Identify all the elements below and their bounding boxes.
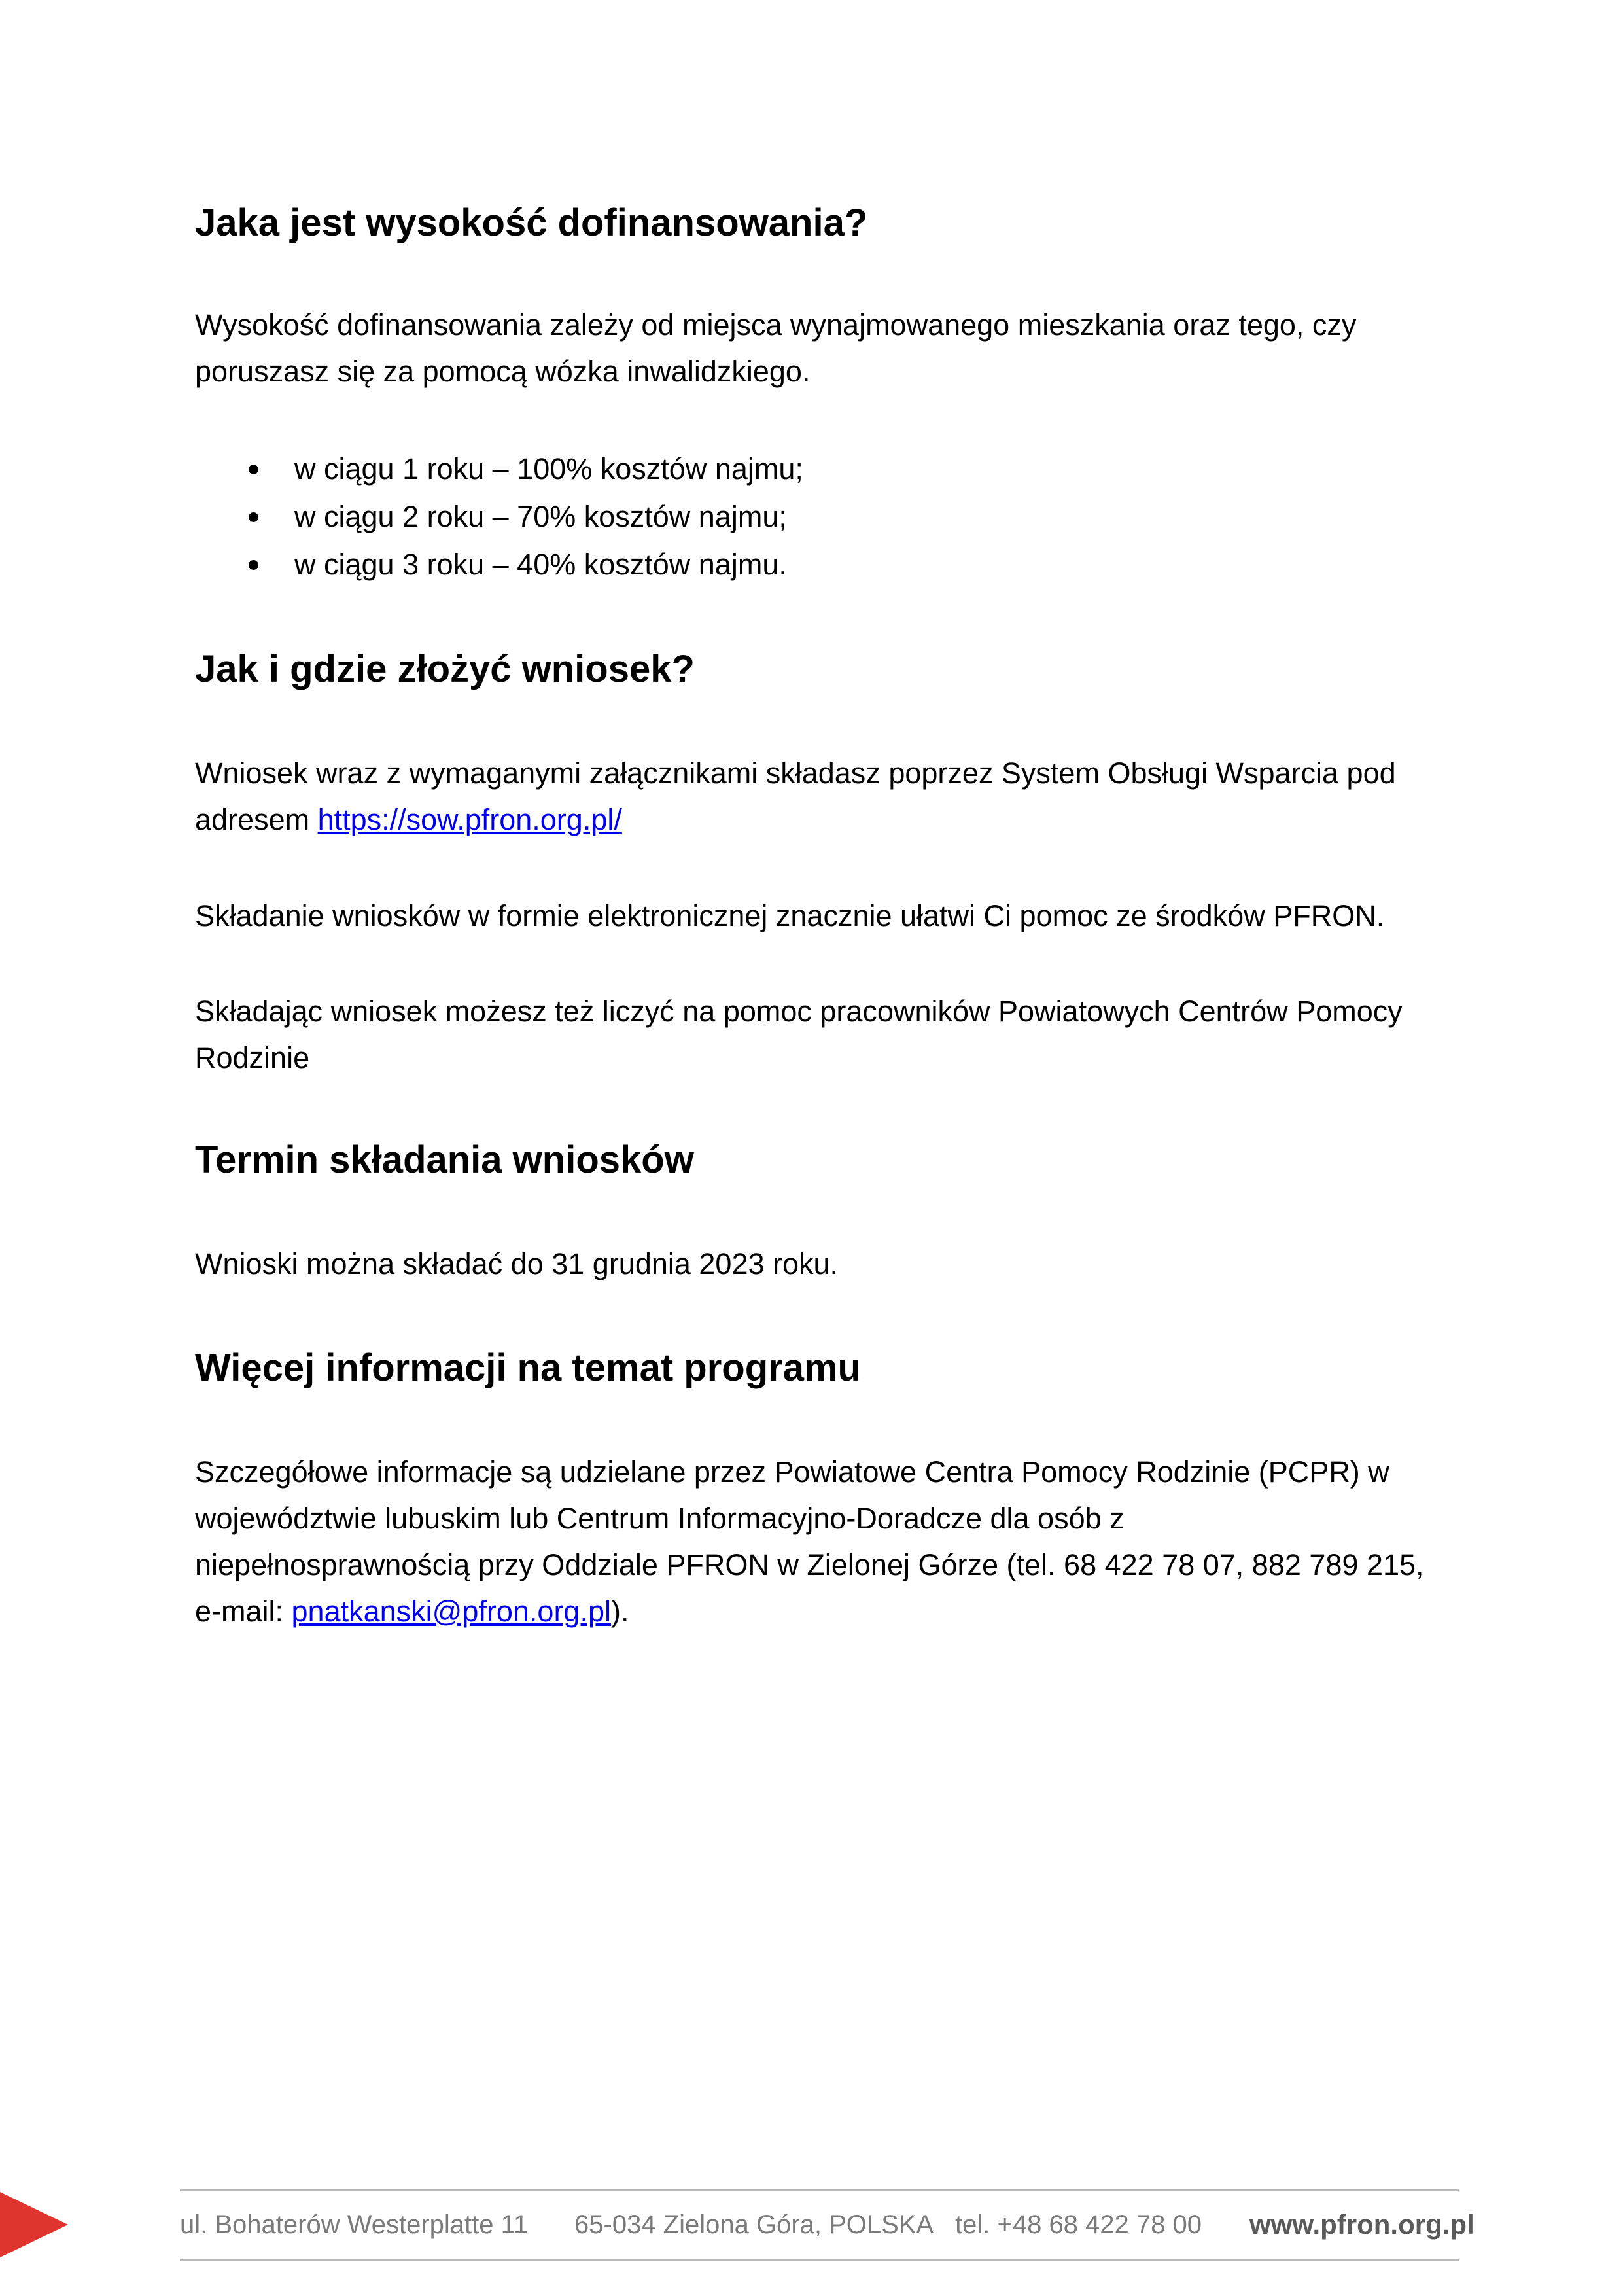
funding-intro-line: Wysokość dofinansowania zależy od miejsca wynajmowanego mieszkania oraz tego, czy <box>195 308 1357 342</box>
bullet-icon <box>249 465 258 474</box>
more-info-text <box>195 1449 1464 1634</box>
deadline-line: Wnioski można składać do 31 grudnia 2023 roku. <box>195 1247 839 1280</box>
page-footer <box>180 2204 1475 2246</box>
list-item <box>195 540 803 588</box>
footer-divider-bottom <box>180 2259 1459 2261</box>
list-item <box>195 493 803 540</box>
funding-bullet-list <box>195 445 803 588</box>
bullet-icon <box>249 512 258 522</box>
heading-more-info: Więcej informacji na temat programu <box>195 1347 861 1389</box>
list-item-text: w ciągu 2 roku – 70% kosztów najmu; <box>294 500 787 533</box>
more-info-line: województwie lubuskim lub Centrum Informacyjno-Doradcze dla osób z <box>195 1502 1125 1535</box>
funding-intro-line: poruszasz się za pomocą wózka inwalidzkiego. <box>195 355 811 388</box>
red-triangle-arrow-icon <box>0 2192 68 2257</box>
footer-address: ul. Bohaterów Westerplatte 11 <box>180 2210 529 2239</box>
footer-divider-top <box>180 2189 1459 2191</box>
funding-intro <box>195 302 1464 395</box>
apply-paragraph-3 <box>195 988 1464 1081</box>
email-prefix: e-mail: <box>195 1595 292 1628</box>
apply-paragraph-2 <box>195 892 1464 939</box>
more-info-line: Szczegółowe informacje są udzielane przez Powiatowe Centra Pomocy Rodzinie (PCPR) w <box>195 1455 1389 1489</box>
more-info-line: niepełnosprawnością przy Oddziale PFRON w Zielonej Górze (tel. 68 422 78 07, 882 789 215, <box>195 1548 1424 1581</box>
more-info-line <box>195 1588 1464 1634</box>
apply-line: Wniosek wraz z wymaganymi załącznikami składasz poprzez System Obsługi Wsparcia pod <box>195 756 1396 790</box>
list-item-text: w ciągu 3 roku – 40% kosztów najmu. <box>294 548 787 581</box>
email-suffix: ). <box>610 1595 629 1628</box>
email-link[interactable]: pnatkanski@pfron.org.pl <box>291 1595 611 1628</box>
bullet-icon <box>249 560 258 570</box>
heading-funding-amount: Jaka jest wysokość dofinansowania? <box>195 202 868 244</box>
apply-line: Rodzinie <box>195 1041 310 1074</box>
footer-website[interactable]: www.pfron.org.pl <box>1249 2209 1475 2240</box>
apply-line: Składanie wniosków w formie elektronicznej znacznie ułatwi Ci pomoc ze środków PFRON. <box>195 899 1385 932</box>
list-item-text: w ciągu 1 roku – 100% kosztów najmu; <box>294 452 803 486</box>
apply-paragraph-1 <box>195 750 1464 843</box>
heading-how-to-apply: Jak i gdzie złożyć wniosek? <box>195 648 695 690</box>
deadline-text <box>195 1241 1464 1287</box>
footer-city: 65-034 Zielona Góra, POLSKA <box>574 2210 934 2239</box>
apply-line: Składając wniosek możesz też liczyć na pomoc pracowników Powiatowych Centrów Pomocy <box>195 995 1403 1028</box>
apply-line <box>195 796 1464 843</box>
footer-phone: tel. +48 68 422 78 00 <box>955 2210 1202 2239</box>
list-item <box>195 445 803 493</box>
sow-portal-link[interactable]: https://sow.pfron.org.pl/ <box>317 803 622 836</box>
heading-deadline: Termin składania wniosków <box>195 1139 694 1181</box>
apply-address-prefix: adresem <box>195 803 318 836</box>
